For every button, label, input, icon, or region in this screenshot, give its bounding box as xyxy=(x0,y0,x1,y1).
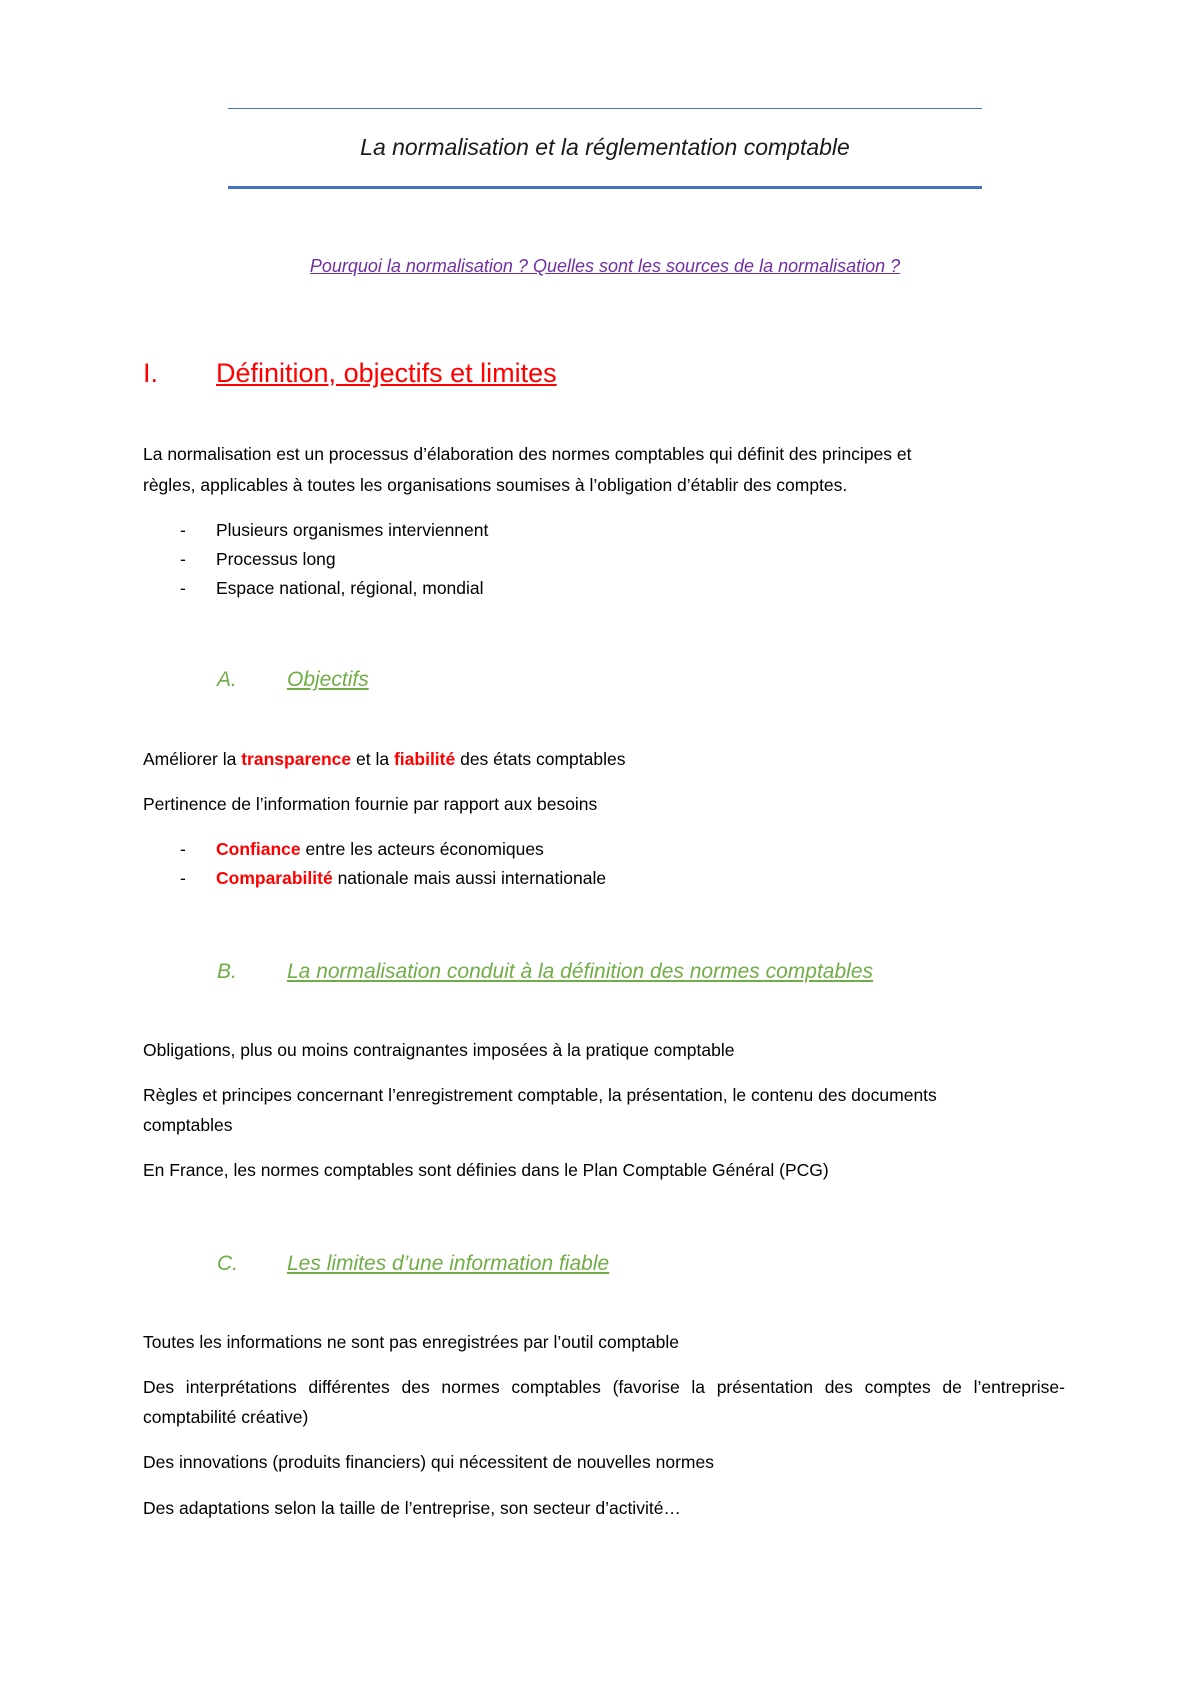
section-b-number: B. xyxy=(217,960,237,983)
section-a-line-1 xyxy=(143,744,1065,774)
section-a-line-2: Pertinence de l’information fournie par rapport aux besoins xyxy=(143,794,598,814)
section-c-paragraph: Des innovations (produits financiers) qui nécessitent de nouvelles normes xyxy=(143,1452,714,1472)
section-c-paragraph: Des adaptations selon la taille de l’entreprise, son secteur d’activité… xyxy=(143,1498,681,1518)
bullet-dash: - xyxy=(180,549,186,569)
emphasis-comparabilite: Comparabilité xyxy=(216,868,333,888)
section-b-paragraph: comptables xyxy=(143,1115,233,1135)
bullet-dash: - xyxy=(180,839,186,859)
bullet-text: Espace national, régional, mondial xyxy=(216,578,484,598)
bullet-dash: - xyxy=(180,578,186,598)
emphasis-confiance: Confiance xyxy=(216,839,301,859)
header-rule-top xyxy=(228,108,982,109)
bullet-text xyxy=(216,863,606,893)
section-b-paragraph: Obligations, plus ou moins contraignantes imposées à la pratique comptable xyxy=(143,1040,735,1060)
text-run: nationale mais aussi internationale xyxy=(332,868,607,888)
section-b-paragraph: Règles et principes concernant l’enregistrement comptable, la présentation, le contenu des documents xyxy=(143,1085,937,1105)
bullet-text xyxy=(216,834,544,864)
section-a-number: A. xyxy=(217,668,237,691)
bullet-text: Processus long xyxy=(216,549,336,569)
section-c-number: C. xyxy=(217,1252,238,1275)
section-b-title: La normalisation conduit à la définition des normes comptables xyxy=(287,960,874,983)
section-1-paragraph-line-2: règles, applicables à toutes les organisations soumises à l’obligation d’établir des comptes. xyxy=(143,475,848,495)
section-1-paragraph-line-1: La normalisation est un processus d’élaboration des normes comptables qui définit des principes et xyxy=(143,444,912,464)
section-c-paragraph: Des interprétations différentes des normes comptables (favorise la présentation des comptes de l’entreprise-comptabilité créative) xyxy=(143,1377,1065,1427)
bullet-text: Plusieurs organismes interviennent xyxy=(216,520,489,540)
text-run: et la xyxy=(351,749,394,769)
section-1-title: Définition, objectifs et limites xyxy=(216,358,557,388)
text-run: entre les acteurs économiques xyxy=(300,839,544,859)
text-run: des états comptables xyxy=(455,749,626,769)
bullet-dash: - xyxy=(180,520,186,540)
section-c-paragraph: Toutes les informations ne sont pas enregistrées par l’outil comptable xyxy=(143,1332,679,1352)
document-subtitle: Pourquoi la normalisation ? Quelles sont les sources de la normalisation ? xyxy=(309,256,901,276)
text-run: Améliorer la xyxy=(143,749,242,769)
section-b-paragraph: En France, les normes comptables sont définies dans le Plan Comptable Général (PCG) xyxy=(143,1160,829,1180)
bullet-dash: - xyxy=(180,868,186,888)
section-a-title: Objectifs xyxy=(287,668,369,691)
header-rule-bottom xyxy=(228,186,982,189)
emphasis-fiabilite: fiabilité xyxy=(393,749,456,769)
emphasis-transparence: transparence xyxy=(241,749,352,769)
section-1-number: I. xyxy=(143,358,159,388)
document-title: La normalisation et la réglementation comptable xyxy=(360,134,850,160)
section-c-title: Les limites d’une information fiable xyxy=(287,1252,610,1275)
